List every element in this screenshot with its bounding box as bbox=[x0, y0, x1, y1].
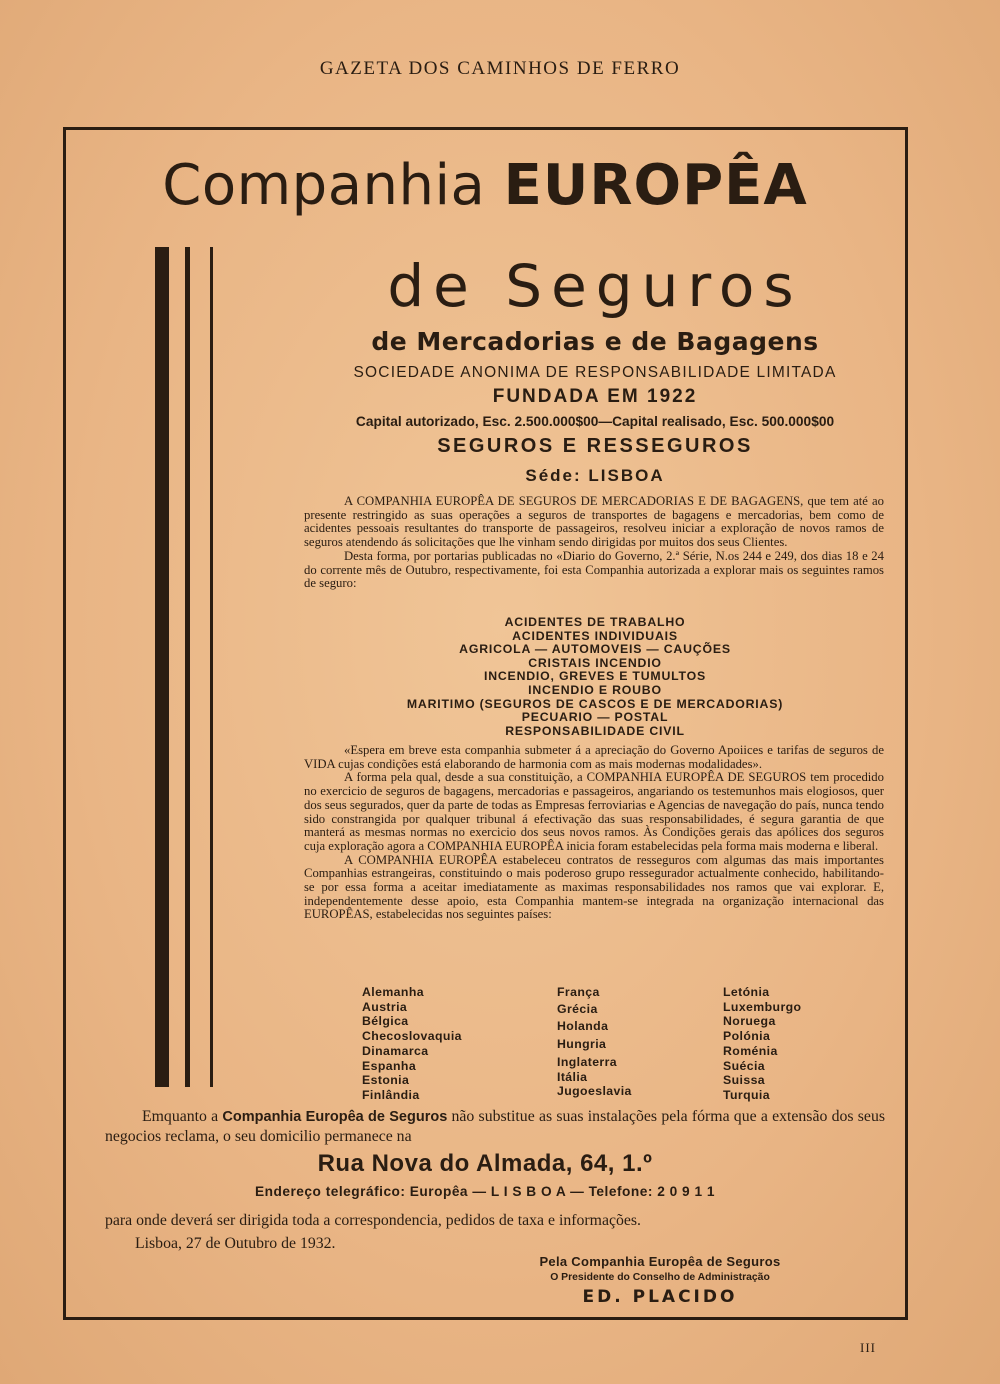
decorative-bar-thick bbox=[155, 247, 169, 1087]
society-type: SOCIEDADE ANONIMA DE RESPONSABILIDADE LIMITADA bbox=[353, 364, 837, 381]
insurance-heading: SEGUROS E RESSEGUROS bbox=[437, 435, 753, 457]
telegraph-phone-line: Endereço telegráfico: Europêa — L I S B O A — Telefone: 2 0 9 1 1 bbox=[255, 1184, 715, 1199]
country-item: Hungria bbox=[557, 1037, 607, 1052]
company-title-line2: de Seguros bbox=[387, 252, 803, 320]
insurance-line: PECUARIO — POSTAL bbox=[521, 710, 669, 725]
country-item: França bbox=[557, 985, 600, 999]
country-item: Suécia bbox=[723, 1058, 766, 1073]
publication-header: GAZETA DOS CAMINHOS DE FERRO bbox=[319, 58, 681, 79]
signature-role: O Presidente do Conselho de Administração bbox=[550, 1272, 770, 1283]
country-item: Grécia bbox=[557, 1001, 598, 1016]
country-item: Letónia bbox=[723, 985, 770, 999]
date-line: Lisboa, 27 de Outubro de 1932. bbox=[135, 1235, 336, 1252]
country-item: Estonia bbox=[362, 1073, 410, 1088]
insurance-line: MARITIMO (SEGUROS DE CASCOS E DE MERCADORIAS) bbox=[406, 696, 784, 711]
body-text bbox=[304, 744, 884, 922]
intro-paragraph: A COMPANHIA EUROPÊA DE SEGUROS DE MERCADORIAS E DE BAGAGENS, que tem até ao presente restringido as suas operações a seguros de transportes de bagagens e mercadorias, bem como de acidentes pessoais resultantes do transporte de passageiros, resolveu iniciar a exploração de novos ramos de seguros atendendo ás solicitações que lhe vinham sendo dirigidas por muitos dos seus Clientes. bbox=[304, 494, 884, 550]
intro-text bbox=[304, 495, 884, 591]
body-paragraph: «Espera em breve esta companhia submeter á a apreciação do Governo Apoiices e tarifas de seguros de VIDA cujas condições está elaborando de harmonia com as mais modernas modalidades». bbox=[304, 743, 884, 771]
country-item: Dinamarca bbox=[362, 1043, 429, 1058]
country-item: Alemanha bbox=[362, 985, 424, 999]
countries-column-2 bbox=[557, 985, 632, 1099]
intro-paragraph: Desta forma, por portarias publicadas no «Diario do Governo, 2.ª Série, N.os 244 e 249, dos dias 18 e 24 do corrente mês de Outubro, respectivamente, foi esta Companhia autorizada a explorar mais os seguintes ramos de seguro: bbox=[304, 548, 884, 591]
company-title-b: EUROPÊA bbox=[503, 153, 808, 218]
country-item: Checoslovaquia bbox=[362, 1029, 462, 1044]
decorative-bar-thin bbox=[210, 247, 213, 1087]
body-paragraph: A forma pela qual, desde a sua constituição, a COMPANHIA EUROPÊA DE SEGUROS tem procedido no exercicio de seguros de bagagens, mercadorias e passageiros, angariando os testemunhos mais elogiosos, quer dos seus segurados, quer da parte de todas as Empresas ferroviarias e Agencias de navegação do país, nunca tendo sido constrangida por qualquer tribunal á efectivação das suas responsabilidades, é segura garantia de que manterá as mesmas normas no exercicio dos seus novos ramos. Às Condições gerais das apólices dos seguros cuja exploração agora a COMPANHIA EUROPÊA inicia foram estabelecidas pela forma mais moderna e liberal. bbox=[304, 770, 884, 853]
company-subtitle: de Mercadorias e de Bagagens bbox=[371, 327, 819, 356]
office-address: Rua Nova do Almada, 64, 1.º bbox=[317, 1150, 653, 1177]
insurance-line: INCENDIO E ROUBO bbox=[528, 682, 662, 697]
insurance-line: ACIDENTES INDIVIDUAIS bbox=[512, 628, 678, 643]
closing-pre: Emquanto a bbox=[142, 1108, 223, 1125]
country-item: Noruega bbox=[723, 1014, 776, 1029]
country-item: Inglaterra bbox=[557, 1054, 618, 1069]
body-paragraph: A COMPANHIA EUROPÊA estabeleceu contratos de resseguros com algumas das mais importantes Companhias estrangeiras, constituindo o mais poderoso grupo ressegurador actualmente conhecido, habilitando-se por essa forma a aceitar imediatamente as maximas responsabilidades nos ramos que vai explorar. E, independentemente desse apoio, esta Companhia mantem-se integrada na organização internacional das EUROPÊAS, estabelecidas nos seguintes países: bbox=[304, 852, 884, 922]
country-item: Espanha bbox=[362, 1058, 417, 1073]
company-title bbox=[70, 150, 900, 222]
insurance-line: ACIDENTES DE TRABALHO bbox=[504, 615, 686, 629]
closing-paragraph bbox=[105, 1107, 885, 1147]
countries-column-3 bbox=[723, 985, 801, 1103]
closing-company-name: Companhia Europêa de Seguros bbox=[222, 1109, 448, 1125]
insurance-line: INCENDIO, GREVES E TUMULTOS bbox=[483, 669, 706, 684]
country-item: Roménia bbox=[723, 1043, 778, 1058]
company-title-a: Companhia bbox=[162, 153, 504, 218]
country-item: Austria bbox=[362, 999, 408, 1014]
insurance-lines-list bbox=[300, 616, 890, 738]
signature-name: ED. PLACIDO bbox=[582, 1287, 738, 1307]
founded-year: FUNDADA EM 1922 bbox=[492, 386, 698, 407]
headquarters-seat: Séde: LISBOA bbox=[525, 466, 665, 485]
correspondence-line: para onde deverá ser dirigida toda a correspondencia, pedidos de taxa e informações. bbox=[105, 1212, 641, 1229]
country-item: Finlândia bbox=[362, 1087, 420, 1102]
capital-line: Capital autorizado, Esc. 2.500.000$00—Capital realisado, Esc. 500.000$00 bbox=[355, 413, 835, 429]
signature-organization: Pela Companhia Europêa de Seguros bbox=[539, 1254, 781, 1269]
countries-column-1 bbox=[362, 985, 462, 1103]
insurance-line: RESPONSABILIDADE CIVIL bbox=[505, 723, 685, 738]
country-item: Itália bbox=[557, 1069, 588, 1084]
country-item: Luxemburgo bbox=[723, 999, 802, 1014]
insurance-line: CRISTAIS INCENDIO bbox=[528, 655, 662, 670]
decorative-bar-medium bbox=[185, 247, 190, 1087]
country-item: Suissa bbox=[723, 1073, 766, 1088]
country-item: Holanda bbox=[557, 1019, 609, 1034]
country-item: Turquia bbox=[723, 1087, 770, 1102]
closing-post: não substitue as suas instalações pela fórma que a extensão dos seus negocios reclama, o seu domicilio permanece na bbox=[105, 1108, 885, 1145]
page-number: III bbox=[860, 1340, 876, 1355]
country-item: Jugoeslavia bbox=[557, 1084, 632, 1099]
country-item: Polónia bbox=[723, 1029, 771, 1044]
country-item: Bélgica bbox=[362, 1014, 409, 1029]
insurance-line: AGRICOLA — AUTOMOVEIS — CAUÇÕES bbox=[459, 642, 731, 657]
